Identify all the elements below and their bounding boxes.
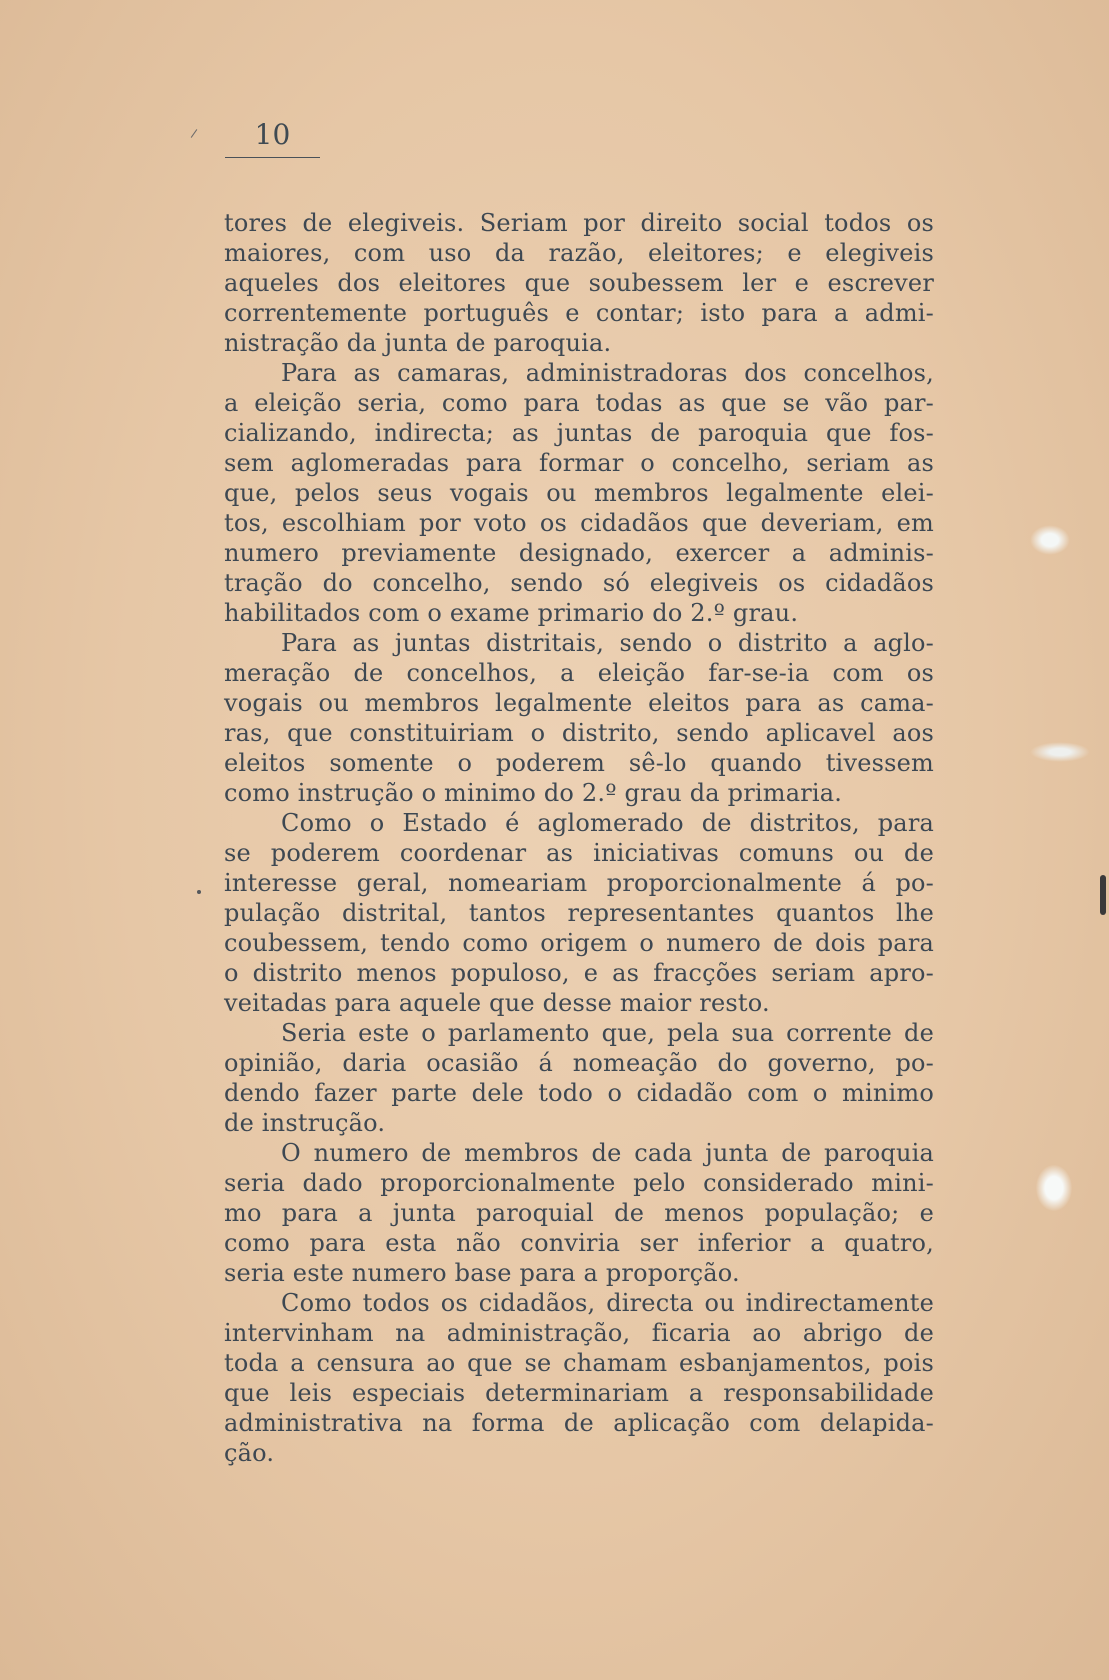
text-line: ras, que constituiriam o distrito, sendo aplicavel aos <box>224 719 934 747</box>
text-line: o distrito menos populoso, e as fracções seriam apro- <box>224 959 934 987</box>
text-line: tos, escolhiam por voto os cidadãos que deveriam, em <box>224 509 934 537</box>
text-line: seria dado proporcionalmente pelo considerado mini- <box>224 1169 934 1197</box>
text-line: de instrução. <box>224 1109 386 1137</box>
text-line: sem aglomeradas para formar o concelho, seriam as <box>224 449 934 477</box>
text-line: maiores, com uso da razão, eleitores; e elegiveis <box>224 239 934 267</box>
text-line: que, pelos seus vogais ou membros legalmente elei- <box>224 479 934 507</box>
text-line: opinião, daria ocasião á nomeação do governo, po- <box>224 1049 934 1077</box>
text-line: numero previamente designado, exercer a adminis- <box>224 539 934 567</box>
paper-stain <box>1036 1165 1072 1211</box>
text-line: O numero de membros de cada junta de paroquia <box>281 1139 934 1167</box>
ink-speck <box>197 890 201 894</box>
text-line: aqueles dos eleitores que soubessem ler e escrever <box>224 269 934 297</box>
paper-stain <box>1030 525 1070 555</box>
text-line: veitadas para aquele que desse maior resto. <box>224 989 770 1017</box>
text-line: Seria este o parlamento que, pela sua corrente de <box>281 1019 934 1047</box>
text-line: Como o Estado é aglomerado de distritos, para <box>281 809 934 837</box>
text-line: pulação distrital, tantos representantes quantos lhe <box>224 899 934 927</box>
text-line: eleitos somente o poderem sê-lo quando tivessem <box>224 749 934 777</box>
text-line: dendo fazer parte dele todo o cidadão com o minimo <box>224 1079 934 1107</box>
text-line: toda a censura ao que se chamam esbanjamentos, pois <box>224 1349 934 1377</box>
text-line: que leis especiais determinariam a responsabilidade <box>224 1379 934 1407</box>
text-line: Para as camaras, administradoras dos concelhos, <box>281 359 934 387</box>
text-line: administrativa na forma de aplicação com delapida- <box>224 1409 934 1437</box>
text-line: nistração da junta de paroquia. <box>224 329 612 357</box>
text-line: como para esta não conviria ser inferior a quatro, <box>224 1229 934 1257</box>
text-line: tores de elegiveis. Seriam por direito social todos os <box>224 209 934 237</box>
margin-tick-mark <box>191 129 198 138</box>
text-line: mo para a junta paroquial de menos população; e <box>224 1199 934 1227</box>
body-text <box>224 208 934 1468</box>
paper-stain <box>1030 742 1090 762</box>
text-line: cializando, indirecta; as juntas de paroquia que fos- <box>224 419 934 447</box>
text-line: Como todos os cidadãos, directa ou indirectamente <box>281 1289 934 1317</box>
text-line: intervinham na administração, ficaria ao abrigo de <box>224 1319 934 1347</box>
text-line: habilitados com o exame primario do 2.º grau. <box>224 599 799 627</box>
text-line: ção. <box>224 1439 275 1467</box>
text-line: se poderem coordenar as iniciativas comuns ou de <box>224 839 934 867</box>
text-line: meração de concelhos, a eleição far-se-ia com os <box>224 659 934 687</box>
text-line: como instrução o minimo do 2.º grau da primaria. <box>224 779 843 807</box>
page-edge-mark <box>1100 875 1106 915</box>
text-line: a eleição seria, como para todas as que se vão par- <box>224 389 934 417</box>
text-line: tração do concelho, sendo só elegiveis os cidadãos <box>224 569 934 597</box>
page-number: 10 <box>254 118 291 151</box>
text-line: vogais ou membros legalmente eleitos para as cama- <box>224 689 934 717</box>
text-line: Para as juntas distritais, sendo o distrito a aglo- <box>281 629 934 657</box>
text-line: coubessem, tendo como origem o numero de dois para <box>224 929 934 957</box>
page-number-rule <box>225 157 320 158</box>
text-line: interesse geral, nomeariam proporcionalmente á po- <box>224 869 934 897</box>
text-line: correntemente português e contar; isto para a admi- <box>224 299 934 327</box>
text-line: seria este numero base para a proporção. <box>224 1259 740 1287</box>
